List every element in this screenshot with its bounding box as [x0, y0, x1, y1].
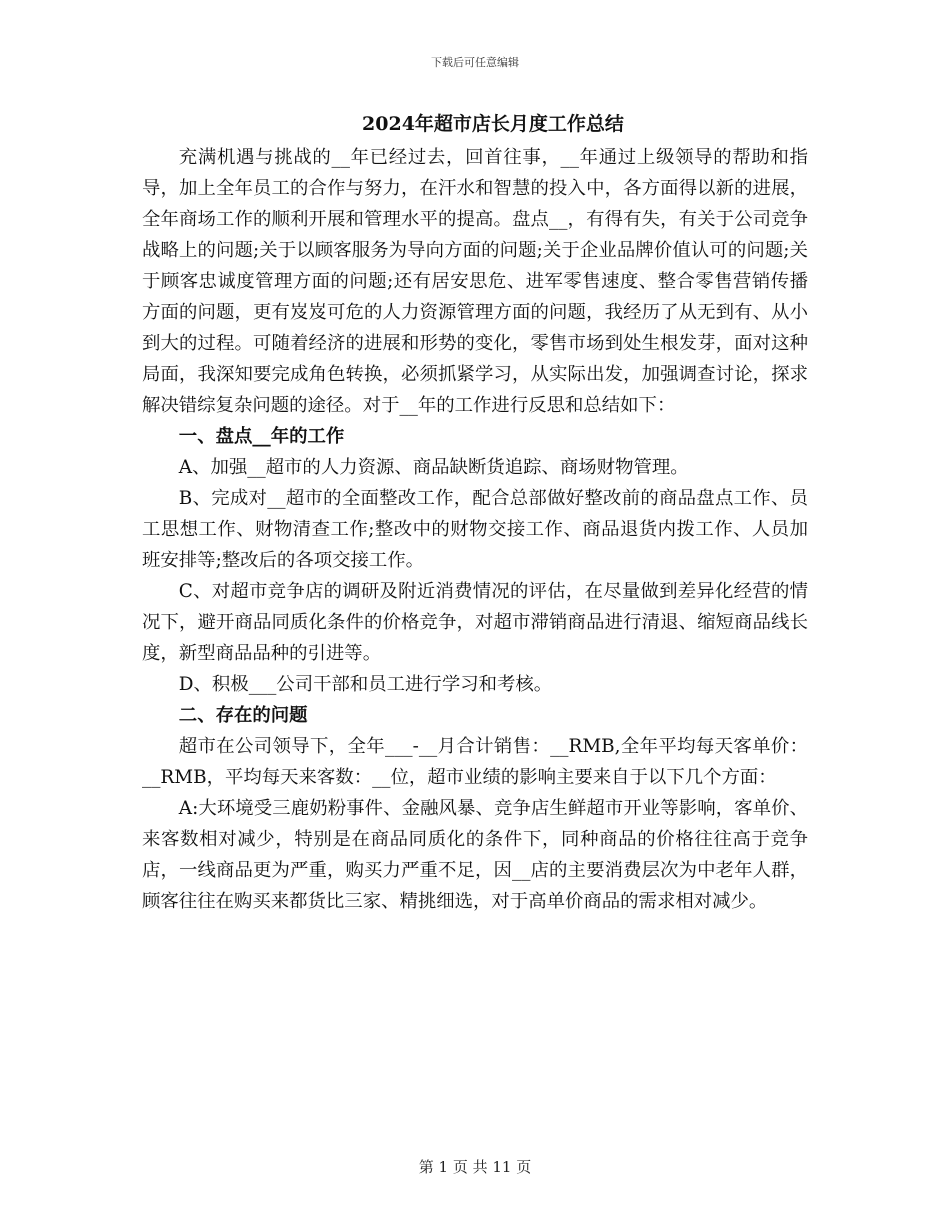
paragraph-sales-summary: 超市在公司领导下，全年___-__月合计销售：__RMB,全年平均每天客单价：__RMB，平均每天来客数：__位，超市业绩的影响主要来自于以下几个方面：: [142, 736, 808, 788]
paragraph-item-a: A、加强__超市的人力资源、商品缺断货追踪、商场财物管理。: [178, 457, 689, 478]
paragraph-item-b: B、完成对__超市的全面整改工作，配合总部做好整改前的商品盘点工作、员工思想工作、财物清查工作;整改中的财物交接工作、商品退货内拨工作、人员加班安排等;整改后的各项交接工作。: [142, 488, 808, 571]
document-title: 2024年超市店长月度工作总结: [362, 113, 624, 135]
section-heading-problems: 二、存在的问题: [178, 705, 308, 726]
intro-paragraph: 充满机遇与挑战的__年已经过去，回首往事，__年通过上级领导的帮助和指导，加上全年员工的合作与努力，在汗水和智慧的投入中，各方面得以新的进展，全年商场工作的顺利开展和管理水平的提高。盘点__，有得有失，有关于公司竞争战略上的问题;关于以顾客服务为导向方面的问题;关于企业品牌价值认可的问题;关于顾客忠诚度管理方面的问题;还有居安思危、进军零售速度、整合零售营销传播方面的问题，更有岌岌可危的人力资源管理方面的问题，我经历了从无到有、从小到大的过程。可随着经济的进展和形势的变化，零售市场到处生根发芽，面对这种局面，我深知要完成角色转换，必须抓紧学习，从实际出发，加强调查讨论，探求解决错综复杂问题的途径。对于__年的工作进行反思和总结如下：: [142, 147, 808, 416]
paragraph-problem-a: A:大环境受三鹿奶粉事件、金融风暴、竞争店生鲜超市开业等影响，客单价、来客数相对减少，特别是在商品同质化的条件下，同种商品的价格往往高于竞争店，一线商品更为严重，购买力严重不足，因__店的主要消费层次为中老年人群，顾客往往在购买来都货比三家、精挑细选，对于高单价商品的需求相对减少。: [142, 798, 808, 912]
page-footer-number: 第 1 页 共 11 页: [418, 1158, 532, 1176]
section-heading-review: 一、盘点__年的工作: [178, 426, 345, 447]
document-body: [142, 108, 808, 917]
paragraph-item-d: D、积极___公司干部和员工进行学习和考核。: [178, 674, 553, 695]
paragraph-item-c: C、对超市竞争店的调研及附近消费情况的评估，在尽量做到差异化经营的情况下，避开商品同质化条件的价格竞争，对超市滞销商品进行清退、缩短商品线长度，新型商品品种的引进等。: [142, 581, 808, 664]
page-header-note: 下载后可任意编辑: [431, 56, 519, 69]
